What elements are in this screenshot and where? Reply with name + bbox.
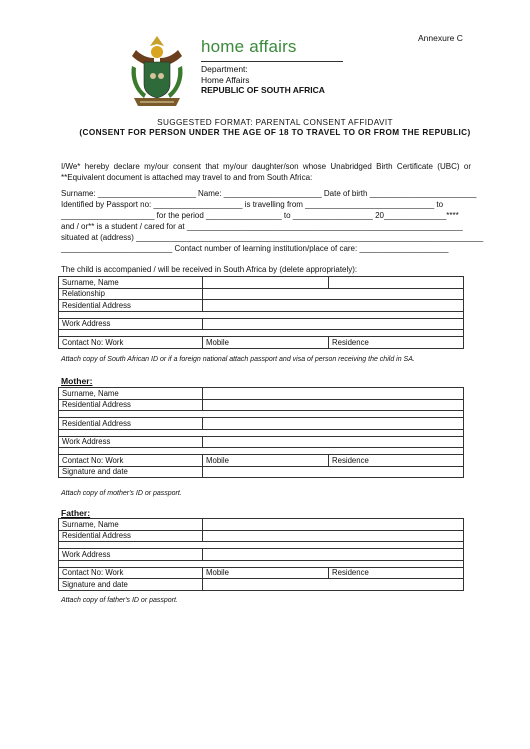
dept-line: Home Affairs: [201, 74, 250, 85]
signature-cell[interactable]: [203, 466, 464, 478]
table-row: [59, 399, 464, 411]
mother-heading: Mother:: [61, 376, 93, 386]
table-row: [59, 542, 464, 549]
table-row: [59, 330, 464, 337]
contact-work-label[interactable]: Contact No: Work: [59, 567, 203, 579]
residential-label: Residential Address: [59, 530, 203, 542]
residence-label[interactable]: Residence: [329, 455, 464, 467]
surname-cell[interactable]: [203, 519, 464, 531]
document-title: SUGGESTED FORMAT: PARENTAL CONSENT AFFIDAVIT: [157, 118, 393, 127]
brand-name: home affairs: [201, 37, 297, 56]
residential-label: Residential Address: [59, 399, 203, 411]
residence-label[interactable]: Residence: [329, 337, 464, 349]
mother-table: [58, 387, 464, 478]
mobile-label[interactable]: Mobile: [203, 455, 329, 467]
annexure-label: Annexure C: [418, 33, 463, 43]
table-row: [59, 411, 464, 418]
table-row: [59, 388, 464, 400]
table-row: [59, 579, 464, 591]
surname-label: Surname, Name: [59, 519, 203, 531]
relationship-label: Relationship: [59, 288, 203, 300]
form-line[interactable]: Surname: ______________________ Name: ______________________ Date of birth ________________________: [61, 189, 477, 198]
accompanied-statement: The child is accompanied / will be received in South Africa by (delete appropriately):: [61, 265, 358, 274]
table-row: [59, 318, 464, 330]
blank-row[interactable]: [59, 429, 464, 436]
table-row: [59, 429, 464, 436]
form-line[interactable]: and / or** is a student / cared for at ______________________________________________________________: [61, 222, 463, 231]
residential-cell[interactable]: [203, 399, 464, 411]
work-label: Work Address: [59, 436, 203, 448]
table-row: [59, 448, 464, 455]
residential-label: Residential Address: [59, 300, 203, 312]
table-row: [59, 519, 464, 531]
form-line[interactable]: Identified by Passport no: ____________________ is travelling from _____________________________ to: [61, 200, 444, 209]
table-row: [59, 288, 464, 300]
table-row: [59, 311, 464, 318]
blank-row[interactable]: [59, 330, 464, 337]
coat-of-arms-icon: [124, 32, 190, 110]
signature-label: Signature and date: [59, 579, 203, 591]
table-row: [59, 418, 464, 430]
table-row: [59, 560, 464, 567]
contact-work-label[interactable]: Contact No: Work: [59, 455, 203, 467]
surname-cell[interactable]: [203, 388, 464, 400]
residential-cell[interactable]: [203, 418, 464, 430]
accompanying-note: Attach copy of South African ID or if a foreign national attach passport and visa of person receiving the child in SA.: [61, 356, 415, 363]
father-note: Attach copy of father's ID or passport.: [61, 597, 178, 604]
table-row: [59, 300, 464, 312]
letterhead: [124, 32, 384, 112]
residential-label: Residential Address: [59, 418, 203, 430]
signature-cell[interactable]: [203, 579, 464, 591]
form-line[interactable]: _____________________ for the period _________________ to __________________ 20______________****: [61, 211, 459, 220]
work-label: Work Address: [59, 318, 203, 330]
blank-row[interactable]: [59, 448, 464, 455]
form-line[interactable]: _________________________ Contact number of learning institution/place of care: ____________________: [61, 244, 449, 253]
dept-country: REPUBLIC OF SOUTH AFRICA: [201, 85, 325, 95]
surname-label: Surname, Name: [59, 388, 203, 400]
work-label: Work Address: [59, 549, 203, 561]
blank-row[interactable]: [59, 542, 464, 549]
blank-row[interactable]: [59, 411, 464, 418]
table-row: [59, 337, 464, 349]
signature-label: Signature and date: [59, 466, 203, 478]
residence-label[interactable]: Residence: [329, 567, 464, 579]
work-cell[interactable]: [203, 549, 464, 561]
table-row: [59, 466, 464, 478]
document-subtitle: (CONSENT FOR PERSON UNDER THE AGE OF 18 TO TRAVEL TO OR FROM THE REPUBLIC): [79, 128, 471, 137]
surname-label: Surname, Name: [59, 277, 203, 289]
form-line[interactable]: situated at (address) ______________________________________________________________________________: [61, 233, 484, 242]
residential-cell[interactable]: [203, 530, 464, 542]
table-row: [59, 277, 464, 289]
table-row: [59, 455, 464, 467]
table-row: [59, 549, 464, 561]
surname-cell[interactable]: [203, 277, 329, 289]
work-cell[interactable]: [203, 318, 464, 330]
mother-note: Attach copy of mother's ID or passport.: [61, 490, 182, 497]
father-table: [58, 518, 464, 591]
relationship-cell[interactable]: [203, 288, 464, 300]
table-row: [59, 530, 464, 542]
father-heading: Father:: [61, 508, 91, 518]
table-row: [59, 436, 464, 448]
dept-line: Department:: [201, 64, 248, 74]
department-block: [201, 64, 325, 96]
residential-cell[interactable]: [203, 300, 464, 312]
work-cell[interactable]: [203, 436, 464, 448]
table-row: [59, 567, 464, 579]
mobile-label[interactable]: Mobile: [203, 337, 329, 349]
blank-row[interactable]: [59, 560, 464, 567]
brand-rule: [201, 61, 343, 62]
mobile-label[interactable]: Mobile: [203, 567, 329, 579]
accompanying-person-table: [58, 276, 464, 349]
contact-work-label[interactable]: Contact No: Work: [59, 337, 203, 349]
blank-row[interactable]: [59, 311, 464, 318]
intro-paragraph: I/We* hereby declare my/our consent that my/our daughter/son whose Unabridged Birth Certificate (UBC) or **Equivalent document is attached may travel to and from South Africa:: [61, 162, 471, 182]
surname-cell[interactable]: [329, 277, 464, 289]
